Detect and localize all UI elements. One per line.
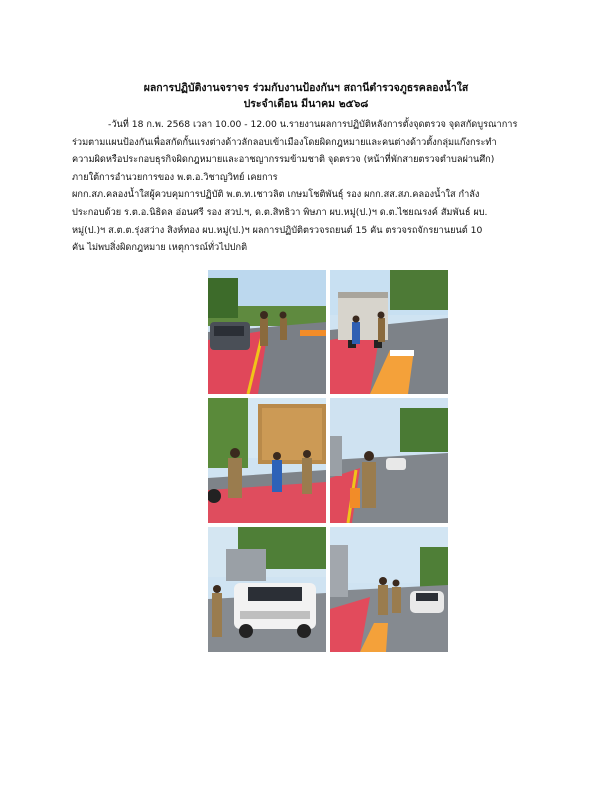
- paragraph-line: ร่วมตามแผนป้องกันเพื่อสกัดกั้นแรงต่างด้าวลักลอบเข้าเมืองโดยผิดกฎหมายและคนต่างด้าวตั้งกลุ่มแก๊งกระทำ: [72, 136, 497, 148]
- paragraph-line: ความผิดหรือประกอบธุรกิจผิดกฎหมายและอาชญากรรมข้ามชาติ จุดตรวจ (หน้าที่พักสายตรวจตำบลผ่านศึก): [72, 154, 495, 166]
- paragraph-line: คัน ไม่พบสิ่งผิดกฎหมาย เหตุการณ์ทั่วไปปกติ: [72, 242, 248, 254]
- paragraph-line: ภายใต้การอำนวยการของ พ.ต.อ.วิชาญวิทย์ เคยการ: [72, 171, 278, 183]
- photo-checkpoint-officers: [208, 270, 326, 394]
- paragraph-line: หมู่(ป.)ฯ ส.ต.ต.รุ่งสว่าง สิงห์ทอง ผบ.หมู่(ป.)ฯ ผลการปฏิบัติตรวจรถยนต์ 15 คัน ตรวจรถจักรยานยนต์ 10: [72, 224, 483, 236]
- photo-pickup-truck-check: [208, 527, 326, 652]
- paragraph-line: ประกอบด้วย ร.ต.อ.นิธิดล อ่อนศรี รอง สวป.ฯ, ด.ต.สิทธิวา พิษภา ผบ.หมู่(ป.)ฯ ด.ต.ไชยณรงค์ สัมพันธ์ ผบ.: [72, 206, 488, 218]
- photo-road-barriers: [330, 527, 448, 652]
- photo-officers-by-truck: [208, 398, 326, 523]
- document-subtitle: ประจำเดือน มีนาคม ๒๕๖๘: [243, 98, 369, 110]
- paragraph-line: -วันที่ 18 ก.พ. 2568 เวลา 10.00 - 12.00 น.รายงานผลการปฏิบัติหลังการตั้งจุดตรวจ จุดสกัดบูรณาการ: [108, 119, 518, 130]
- photo-truck-inspection: [330, 270, 448, 394]
- document-title: ผลการปฏิบัติงานจราจร ร่วมกับงานป้องกันฯ สถานีตำรวจภูธรคลองน้ำใส: [143, 82, 469, 94]
- report-paragraph: [72, 116, 550, 257]
- photo-officer-at-barrier: [330, 398, 448, 523]
- paragraph-line: ผกก.สภ.คลองน้ำใสผู้ควบคุมการปฏิบัติ พ.ต.ท.เชาวลิต เกษมโชติพันธุ์ รอง ผกก.สส.สภ.คลองน้ำใส กำลัง: [72, 189, 480, 201]
- photo-collage: [208, 270, 448, 654]
